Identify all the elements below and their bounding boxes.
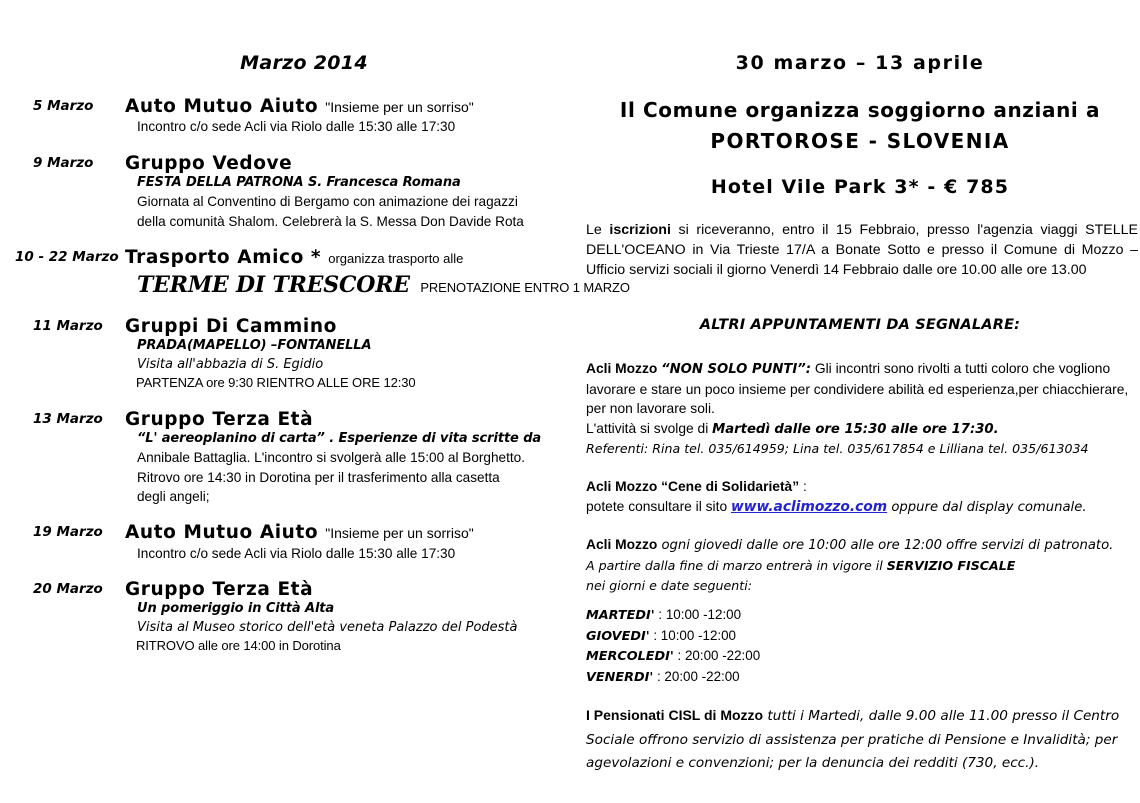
event-title [125, 579, 580, 600]
event-title [125, 96, 580, 117]
event-detail-line: RITROVO alle ore 14:00 in Dorotina [136, 638, 341, 654]
event-entry [0, 579, 580, 656]
schedule-row [586, 605, 1140, 626]
event-date: 9 Marzo [33, 154, 94, 171]
schedule-day: MARTEDI' [586, 608, 655, 624]
registration-bold: iscrizioni [609, 221, 671, 238]
event-title-tail: "Insieme per un sorriso" [325, 525, 474, 542]
event-detail-line: Ritrovo ore 14:30 in Dorotina per il trasferimento alla casetta [137, 469, 500, 485]
cisl-block [586, 703, 1140, 775]
event-detail-line: FESTA DELLA PATRONA S. Francesca Romana [137, 174, 461, 190]
fiscal-service-schedule [586, 605, 1140, 687]
block-org-name: Acli Mozzo [586, 537, 658, 553]
event-title-text: Auto Mutuo Aiuto [125, 522, 319, 544]
schedule-day: MERCOLEDI' [586, 649, 674, 665]
schedule-time: : 10:00 -12:00 [654, 607, 742, 623]
schedule-row [586, 667, 1140, 688]
announcement-block [586, 359, 1140, 459]
block-line-prefix: L'attività si svolge di [586, 420, 713, 436]
event-entry [0, 316, 580, 393]
registration-rest: si riceveranno, entro il 15 Febbraio, presso l'agenzia viaggi STELLE DELL'OCEANO in Via Trieste 17/A a Bonate Sotto e presso il Comune di Mozzo – Ufficio servizi sociali il giorno Venerdì 14 Febbraio dalle ore 10.00 alle ore 13.00 [586, 221, 1138, 279]
section-heading: ALTRI APPUNTAMENTI DA SEGNALARE: [699, 316, 1021, 333]
right-column [580, 0, 1140, 803]
event-detail-line: Incontro c/o sede Acli via Riolo dalle 15:30 alle 17:30 [137, 545, 456, 561]
event-title [125, 316, 580, 337]
event-detail-line: Un pomeriggio in Città Alta [137, 601, 335, 617]
trip-dates-heading: 30 marzo – 13 aprile [735, 52, 985, 74]
schedule-row [586, 646, 1140, 667]
registration-paragraph [586, 220, 1138, 281]
block-referenti: Referenti: Rina tel. 035/614959; Lina tel. 035/617854 e Lilliana tel. 035/613034 [586, 441, 1089, 457]
schedule-day: VENERDI' [586, 669, 654, 685]
event-title-text: Trasporto Amico * [125, 246, 322, 268]
trip-organizer-heading: Il Comune organizza soggiorno anziani a [619, 97, 1101, 122]
block-body: Gli incontri sono rivolti a tutti coloro che vogliono lavorare e stare un poco insieme per condividere abilità ed esperienza,per chiacchierare, per non lavorare soli. [586, 360, 1129, 417]
event-title-text: Gruppo Terza Età [125, 408, 314, 430]
event-title-text: Gruppo Vedove [125, 152, 293, 174]
block-colon: : [799, 479, 807, 495]
event-detail-line: PRADA(MAPELLO) –FONTANELLA [137, 338, 372, 354]
event-title [125, 247, 580, 268]
trip-destination-heading: PORTOROSE - SLOVENIA [710, 128, 1010, 153]
terme-display-text: TERME DI TRESCORE [137, 272, 410, 299]
aclimozzo-website-link[interactable]: www.aclimozzo.com [730, 498, 888, 515]
block-line-emphasis: Martedì dalle ore 15:30 alle ore 17:30. [712, 421, 999, 437]
event-date: 20 Marzo [33, 580, 103, 597]
block-line-prefix: potete consultare il sito [586, 498, 731, 514]
schedule-time: : 10:00 -12:00 [649, 627, 736, 643]
block-line2-prefix: A partire dalla fine di marzo entrerà in vigore il [586, 558, 887, 574]
event-entry [0, 522, 580, 563]
event-highlight-line [137, 272, 630, 299]
event-entry [0, 153, 580, 231]
event-detail-line: Incontro c/o sede Acli via Riolo dalle 15:30 alle 17:30 [137, 119, 456, 135]
event-date: 13 Marzo [33, 410, 103, 427]
event-entry [0, 96, 580, 137]
event-title-tail: "Insieme per un sorriso" [325, 99, 474, 115]
event-detail-line: Visita al Museo storico dell'età veneta Palazzo del Podestà [137, 619, 518, 635]
trip-hotel-heading: Hotel Vile Park 3* - € 785 [710, 175, 1010, 198]
event-detail-line: “L' aereoplanino di carta” . Esperienze di vita scritte da [137, 431, 542, 447]
event-detail-line: Visita all'abbazia di S. Egidio [137, 356, 324, 372]
event-title-text: Gruppi Di Cammino [125, 316, 337, 338]
event-date: 5 Marzo [33, 98, 94, 114]
block-org-name: Acli Mozzo “Cene di Solidarietà” [586, 479, 800, 495]
block-line-suffix: oppure dal display comunale. [887, 499, 1087, 515]
block-quoted-title: “NON SOLO PUNTI”: [661, 361, 812, 377]
event-title [125, 409, 580, 430]
announcement-block [586, 477, 1140, 517]
block-body: ogni giovedi dalle ore 10:00 alle ore 12:00 offre servizi di patronato. [657, 538, 1114, 554]
schedule-day: GIOVEDI' [586, 628, 650, 644]
schedule-time: : 20:00 -22:00 [673, 648, 761, 664]
announcement-block [586, 535, 1140, 595]
event-title-text: Gruppo Terza Età [125, 578, 314, 600]
registration-prefix: Le [586, 221, 610, 238]
event-date: 11 Marzo [33, 318, 103, 335]
event-entry [0, 246, 630, 299]
event-detail-line: della comunità Shalom. Celebrerà la S. Messa Don Davide Rota [137, 213, 524, 229]
event-title [125, 522, 580, 543]
page-title: Marzo 2014 [240, 52, 368, 74]
block-line2-emphasis: SERVIZIO FISCALE [886, 558, 1016, 574]
event-detail-line: Giornata al Conventino di Bergamo con animazione dei ragazzi [137, 194, 518, 210]
event-date: 19 Marzo [33, 524, 103, 541]
cisl-title: I Pensionati CISL di Mozzo [586, 707, 764, 724]
terme-note: PRENOTAZIONE ENTRO 1 MARZO [420, 280, 630, 296]
cisl-body: tutti i Martedi, dalle 9.00 alle 11.00 presso il Centro Sociale offrono servizio di assistenza per pratiche di Pensione e Invalidità; per agevolazioni e convenzioni; per la denuncia dei redditi (730, ecc.). [586, 708, 1120, 772]
event-detail-line: PARTENZA ore 9:30 RIENTRO ALLE ORE 12:30 [136, 375, 416, 391]
event-detail-line: Annibale Battaglia. L'incontro si svolgerà alle 15:00 al Borghetto. [137, 450, 525, 466]
block-org-name: Acli Mozzo [586, 360, 658, 376]
schedule-row [586, 626, 1140, 647]
event-title-text: Auto Mutuo Aiuto [125, 96, 319, 117]
schedule-time: : 20:00 -22:00 [653, 668, 740, 684]
event-title [125, 153, 580, 174]
event-date: 10 - 22 Marzo [15, 248, 119, 265]
event-title-tail: organizza trasporto alle [328, 250, 464, 266]
event-entry [0, 409, 580, 507]
event-detail-line: degli angeli; [137, 489, 210, 505]
block-line3: nei giorni e date seguenti: [586, 577, 752, 593]
